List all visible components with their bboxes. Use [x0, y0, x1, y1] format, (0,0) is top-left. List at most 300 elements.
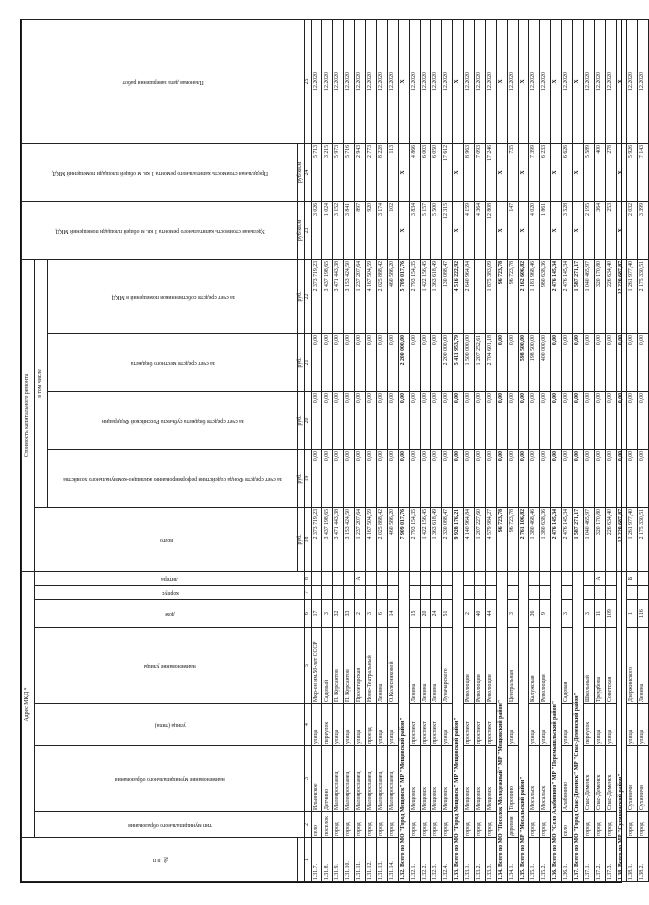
municipality-name-cell: Спас-Деменск — [605, 746, 616, 812]
owners-cost-cell: 2 476 145,34 — [551, 259, 562, 333]
local-cost-cell: 0,00 — [409, 333, 420, 391]
federal-cost-cell: 0,00 — [322, 391, 333, 449]
litera-cell — [409, 571, 420, 585]
street-name-cell: Революции — [540, 628, 551, 704]
row-number-cell: 1.33.3. — [485, 838, 496, 882]
federal-cost-cell: 0,00 — [540, 391, 551, 449]
date-cell: 12.2020 — [431, 19, 442, 143]
municipality-type-cell: город — [474, 812, 485, 838]
street-name-cell: Луначарского — [442, 628, 453, 704]
owners-cost-cell: 2 476 145,34 — [562, 259, 573, 333]
house-cell: 3 — [507, 600, 518, 628]
federal-cost-cell: 0,00 — [605, 391, 616, 449]
max-cost-cell: 2 943 — [355, 143, 366, 201]
municipality-type-cell: город — [366, 812, 377, 838]
street-type-cell: улица — [627, 704, 638, 746]
unit-cell: руб. — [298, 507, 305, 571]
litera-cell — [322, 571, 333, 585]
row-number-cell: 1.31.13. — [376, 838, 387, 882]
municipality-name-cell: Малоярославец — [387, 746, 398, 812]
street-type-cell: переулок — [583, 704, 594, 746]
local-cost-cell: 0,00 — [420, 333, 431, 391]
unit-cell: руб/кв.м — [298, 143, 305, 201]
korpus-cell — [442, 586, 453, 600]
house-cell: 116 — [638, 600, 649, 628]
row-number-cell: 1.38.1. — [627, 838, 638, 882]
house-cell: 20 — [420, 600, 431, 628]
total-cost-cell: 1 207 227,60 — [474, 507, 485, 571]
date-cell: 12.2020 — [540, 19, 551, 143]
federal-cost-cell: 0,00 — [464, 391, 475, 449]
unit-cost-cell: X — [496, 201, 507, 259]
index-cell: 18 — [304, 507, 311, 571]
unit-cost-cell: 12 808 — [485, 201, 496, 259]
date-cell: X — [453, 19, 464, 143]
litera-cell — [366, 571, 377, 585]
unit-cost-cell: 3 026 — [311, 201, 322, 259]
federal-cost-cell: 0,00 — [387, 391, 398, 449]
local-cost-cell: 0,00 — [562, 333, 573, 391]
unit-cost-cell: X — [398, 201, 409, 259]
subtotal-label: 1.35. Всего по МР "Мосальский район" — [518, 571, 529, 881]
street-type-cell: улица — [540, 704, 551, 746]
municipality-name-cell: Мосальск — [540, 746, 551, 812]
municipality-type-cell: город — [344, 812, 355, 838]
max-cost-cell: 6 050 — [431, 143, 442, 201]
street-name-cell: Центральная — [507, 628, 518, 704]
street-name-cell: Ленина — [638, 628, 649, 704]
street-type-cell: проезд — [366, 704, 377, 746]
house-cell: 24 — [431, 600, 442, 628]
table-row — [409, 19, 420, 881]
cost-group-header: Стоимость капитального ремонта — [22, 259, 35, 571]
max-cost-cell: 8 228 — [376, 143, 387, 201]
federal-cost-cell: 0,00 — [562, 391, 573, 449]
street-name-cell: Треудбова — [594, 628, 605, 704]
local-cost-cell: 0,00 — [355, 333, 366, 391]
index-cell: 6 — [304, 600, 311, 628]
index-cell: 5 — [304, 628, 311, 704]
col-owners-header: за счет средств собственников помещений в МКД — [48, 259, 298, 333]
street-name-cell: Садовый — [322, 628, 333, 704]
owners-cost-cell: 980 638,36 — [540, 259, 551, 333]
litera-cell — [485, 571, 496, 585]
korpus-cell — [376, 586, 387, 600]
street-type-cell: переулок — [322, 704, 333, 746]
street-name-cell: Советская — [605, 628, 616, 704]
federal-cost-cell: 0,00 — [572, 391, 583, 449]
date-cell: 12.2020 — [387, 19, 398, 143]
street-name-cell: Мкр-он им.50-лет СССР — [311, 628, 322, 704]
date-cell: 12.2020 — [442, 19, 453, 143]
owners-cost-cell: 1 261 977,40 — [627, 259, 638, 333]
index-cell: 22 — [304, 259, 311, 333]
fund-cost-cell: 0,00 — [627, 449, 638, 507]
owners-cost-cell: 4 167 504,59 — [366, 259, 377, 333]
owners-cost-cell: 1 181 968,46 — [529, 259, 540, 333]
date-cell: 12.2020 — [322, 19, 333, 143]
fund-cost-cell: 0,00 — [453, 449, 464, 507]
subtotal-row — [551, 19, 562, 881]
subtotal-row — [496, 19, 507, 881]
table-row — [366, 19, 377, 881]
unit-cost-cell: 12 315 — [442, 201, 453, 259]
litera-cell — [376, 571, 387, 585]
litera-cell — [529, 571, 540, 585]
fund-cost-cell: 0,00 — [387, 449, 398, 507]
fund-cost-cell: 0,00 — [594, 449, 605, 507]
street-type-cell: проспект — [485, 704, 496, 746]
row-number-cell: 1.32.2. — [420, 838, 431, 882]
date-cell: 12.2020 — [594, 19, 605, 143]
municipality-type-cell: город — [355, 812, 366, 838]
korpus-cell — [638, 586, 649, 600]
unit-cost-cell: 5 157 — [420, 201, 431, 259]
house-cell: 2 — [355, 600, 366, 628]
max-cost-cell: 7 399 — [529, 143, 540, 201]
municipality-type-cell: село — [311, 812, 322, 838]
unit-cell: руб. — [298, 449, 305, 507]
municipality-type-cell: город — [594, 812, 605, 838]
litera-cell — [540, 571, 551, 585]
table-row — [583, 19, 594, 881]
unit-cost-cell: 2 032 — [627, 201, 638, 259]
row-number-cell: 1.31.9. — [333, 838, 344, 882]
total-cost-cell: 1 363 618,49 — [431, 507, 442, 571]
total-cost-cell: 96 723,78 — [507, 507, 518, 571]
total-cost-cell: 1 422 156,45 — [420, 507, 431, 571]
total-cost-cell: 2 025 888,42 — [376, 507, 387, 571]
index-cell: 7 — [304, 586, 311, 600]
municipality-type-cell: поселок — [322, 812, 333, 838]
owners-cost-cell: 2 025 888,42 — [376, 259, 387, 333]
litera-cell — [583, 571, 594, 585]
total-cost-cell: 320 170,80 — [594, 507, 605, 571]
municipality-name-cell: Малоярославец — [344, 746, 355, 812]
col-local-header: за счет средств местного бюджета — [48, 333, 298, 391]
max-cost-cell: X — [551, 143, 562, 201]
date-cell: 12.2020 — [605, 19, 616, 143]
total-cost-cell: 1 040 465,97 — [583, 507, 594, 571]
federal-cost-cell: 0,00 — [474, 391, 485, 449]
date-cell: 12.2020 — [409, 19, 420, 143]
fund-cost-cell: 0,00 — [518, 449, 529, 507]
municipality-name-cell: Малоярославец — [376, 746, 387, 812]
table-header — [22, 19, 312, 881]
unit-cost-cell: 3 834 — [409, 201, 420, 259]
street-type-cell: улица — [594, 704, 605, 746]
street-name-cell: Ленина — [420, 628, 431, 704]
house-cell: 9 — [540, 600, 551, 628]
municipality-type-cell: город — [431, 812, 442, 838]
total-cost-cell: 3 153 424,50 — [344, 507, 355, 571]
unit-cost-cell: 4 364 — [474, 201, 485, 259]
unit-cost-cell: 3 528 — [562, 201, 573, 259]
municipality-type-cell: город — [420, 812, 431, 838]
street-name-cell: Школьный — [583, 628, 594, 704]
subtotal-row — [453, 19, 464, 881]
municipality-name-cell: Мещовск — [409, 746, 420, 812]
max-cost-cell: 6 626 — [562, 143, 573, 201]
subtotal-row — [616, 19, 627, 881]
korpus-cell — [387, 586, 398, 600]
municipality-name-cell: Алабинино — [562, 746, 573, 812]
local-cost-cell: 0,00 — [387, 333, 398, 391]
litera-cell — [464, 571, 475, 585]
max-cost-cell: 735 — [507, 143, 518, 201]
house-cell: 17 — [311, 600, 322, 628]
korpus-cell — [431, 586, 442, 600]
korpus-cell — [355, 586, 366, 600]
row-number-cell: 1.34.1. — [507, 838, 518, 882]
local-cost-cell: 0,00 — [594, 333, 605, 391]
korpus-cell — [562, 586, 573, 600]
fund-cost-cell: 0,00 — [464, 449, 475, 507]
subtotal-row — [518, 19, 529, 881]
street-type-cell: улица — [344, 704, 355, 746]
fund-cost-cell: 0,00 — [344, 449, 355, 507]
litera-cell — [431, 571, 442, 585]
owners-cost-cell: 1 237 207,64 — [355, 259, 366, 333]
owners-cost-cell: 1 363 618,49 — [431, 259, 442, 333]
table-row — [311, 19, 322, 881]
total-cost-cell: 2 175 330,51 — [638, 507, 649, 571]
local-cost-cell: 1 500 000,00 — [464, 333, 475, 391]
street-name-cell: Садовая — [562, 628, 573, 704]
litera-cell — [442, 571, 453, 585]
federal-cost-cell: 0,00 — [485, 391, 496, 449]
date-cell: X — [616, 19, 627, 143]
litera-cell: А — [594, 571, 605, 585]
federal-cost-cell: 0,00 — [518, 391, 529, 449]
local-cost-cell: 0,00 — [507, 333, 518, 391]
owners-cost-cell: 2 373 719,23 — [311, 259, 322, 333]
street-type-cell: улица — [442, 704, 453, 746]
unit-cost-cell: X — [551, 201, 562, 259]
litera-cell: А — [355, 571, 366, 585]
municipality-name-cell: Мещовск — [442, 746, 453, 812]
house-cell: 1 — [627, 600, 638, 628]
fund-cost-cell: 0,00 — [366, 449, 377, 507]
local-cost-cell: 0,00 — [496, 333, 507, 391]
fund-cost-cell: 0,00 — [333, 449, 344, 507]
municipality-type-cell: город — [464, 812, 475, 838]
municipality-name-cell: Мещовск — [420, 746, 431, 812]
date-cell: 12.2020 — [474, 19, 485, 143]
max-cost-cell: 8 963 — [464, 143, 475, 201]
table-row — [344, 19, 355, 881]
total-cost-cell: 1 261 977,40 — [627, 507, 638, 571]
fund-cost-cell: 0,00 — [322, 449, 333, 507]
col-type-header: тип муниципального образования — [35, 812, 305, 838]
date-cell: 12.2020 — [583, 19, 594, 143]
fund-cost-cell: 0,00 — [638, 449, 649, 507]
total-cost-cell: 7 909 017,76 — [398, 507, 409, 571]
total-cost-cell: 96 723,78 — [496, 507, 507, 571]
municipality-name-cell: Малоярославец — [366, 746, 377, 812]
unit-cost-cell: X — [453, 201, 464, 259]
street-type-cell: улица — [562, 704, 573, 746]
unit-cost-cell: X — [518, 201, 529, 259]
municipality-type-cell: деревня — [507, 812, 518, 838]
municipality-name-cell: Сухиничи — [627, 746, 638, 812]
local-cost-cell: 0,00 — [376, 333, 387, 391]
owners-cost-cell: 226 634,40 — [605, 259, 616, 333]
korpus-cell — [409, 586, 420, 600]
index-cell: 1 — [304, 838, 311, 882]
municipality-type-cell: город — [485, 812, 496, 838]
federal-cost-cell: 0,00 — [529, 391, 540, 449]
index-cell: 23 — [304, 201, 311, 259]
local-cost-cell: 5 411 953,79 — [453, 333, 464, 391]
korpus-cell — [485, 586, 496, 600]
street-name-cell: П. Курсантов — [333, 628, 344, 704]
index-cell: 24 — [304, 143, 311, 201]
total-cost-cell: 226 634,40 — [605, 507, 616, 571]
local-cost-cell: 2 704 601,18 — [485, 333, 496, 391]
federal-cost-cell: 0,00 — [616, 391, 627, 449]
house-cell: 32 — [333, 600, 344, 628]
col-muni-header: наименование муниципального образования — [35, 746, 305, 812]
table-row — [387, 19, 398, 881]
fund-cost-cell: 0,00 — [616, 449, 627, 507]
house-cell: 44 — [485, 600, 496, 628]
owners-cost-cell: 1 422 156,45 — [420, 259, 431, 333]
municipality-name-cell: Спас-Деменск — [594, 746, 605, 812]
street-type-cell: проспект — [464, 704, 475, 746]
max-cost-cell: X — [453, 143, 464, 201]
local-cost-cell: 0,00 — [638, 333, 649, 391]
total-cost-cell: 9 928 176,21 — [453, 507, 464, 571]
owners-cost-cell: 96 723,78 — [507, 259, 518, 333]
local-cost-cell: 0,00 — [551, 333, 562, 391]
local-cost-cell: 2 200 000,00 — [398, 333, 409, 391]
street-name-cell: Революции — [464, 628, 475, 704]
address-group-header: Адрес МКД * — [22, 571, 35, 837]
korpus-cell — [344, 586, 355, 600]
index-cell: 8 — [304, 571, 311, 585]
federal-cost-cell: 0,00 — [409, 391, 420, 449]
street-name-cell: Калужская — [529, 628, 540, 704]
subtotal-label: 1.38. Всего по МР "Сухиничский район" — [616, 571, 627, 881]
fund-cost-cell: 0,00 — [529, 449, 540, 507]
max-cost-cell: 400 — [594, 143, 605, 201]
municipality-type-cell: село — [562, 812, 573, 838]
date-cell: 12.2020 — [311, 19, 322, 143]
date-cell: X — [496, 19, 507, 143]
total-cost-cell: 1 237 207,64 — [355, 507, 366, 571]
korpus-cell — [627, 586, 638, 600]
street-name-cell: Ленина — [376, 628, 387, 704]
unit-cost-cell: 3 152 — [333, 201, 344, 259]
korpus-cell — [474, 586, 485, 600]
owners-cost-cell: 3 471 443,38 — [333, 259, 344, 333]
max-cost-cell: 3 215 — [322, 143, 333, 201]
table-row — [420, 19, 431, 881]
table-row — [605, 19, 616, 881]
federal-cost-cell: 0,00 — [344, 391, 355, 449]
total-cost-cell: 12 220 687,87 — [616, 507, 627, 571]
row-number-cell: 1.38.2. — [638, 838, 649, 882]
col-street-name-header: наименование улицы — [35, 628, 305, 704]
max-cost-cell: X — [398, 143, 409, 201]
federal-cost-cell: 0,00 — [311, 391, 322, 449]
local-cost-cell: 0,00 — [627, 333, 638, 391]
total-cost-cell: 4 140 964,84 — [464, 507, 475, 571]
municipality-name-cell: Малоярославец — [333, 746, 344, 812]
litera-cell — [333, 571, 344, 585]
max-cost-cell: 5 713 — [311, 143, 322, 201]
federal-cost-cell: 0,00 — [638, 391, 649, 449]
local-cost-cell: 198 500,00 — [529, 333, 540, 391]
owners-cost-cell: 2 793 154,35 — [409, 259, 420, 333]
unit-cost-cell: 102 — [387, 201, 398, 259]
incl-header: в том числе — [35, 259, 48, 507]
date-cell: 12.2020 — [344, 19, 355, 143]
total-cost-cell: 1 380 638,36 — [540, 507, 551, 571]
municipality-type-cell: город — [638, 812, 649, 838]
row-number-cell: 1.37.2. — [594, 838, 605, 882]
local-cost-cell: 0,00 — [605, 333, 616, 391]
row-number-cell: 1.32.4. — [442, 838, 453, 882]
date-cell: 12.2020 — [464, 19, 475, 143]
korpus-cell — [594, 586, 605, 600]
index-row — [304, 19, 311, 881]
unit-cost-cell: 920 — [366, 201, 377, 259]
col-house-header: дом — [35, 600, 305, 628]
table-row — [474, 19, 485, 881]
unit-cost-cell: 253 — [605, 201, 616, 259]
table-row — [442, 19, 453, 881]
index-cell: 4 — [304, 704, 311, 746]
date-cell: X — [572, 19, 583, 143]
street-type-cell: проспект — [474, 704, 485, 746]
fund-cost-cell: 0,00 — [442, 449, 453, 507]
fund-cost-cell: 0,00 — [311, 449, 322, 507]
date-cell: X — [551, 19, 562, 143]
total-cost-cell: 2 476 145,34 — [562, 507, 573, 571]
unit-cost-cell: 1 861 — [540, 201, 551, 259]
total-cost-cell: 2 761 106,82 — [518, 507, 529, 571]
total-cost-cell: 460 586,20 — [387, 507, 398, 571]
index-cell: 20 — [304, 391, 311, 449]
max-cost-cell: 6 233 — [540, 143, 551, 201]
house-cell: 33 — [344, 600, 355, 628]
table-row — [562, 19, 573, 881]
max-cost-cell: X — [616, 143, 627, 201]
max-cost-cell: 5 716 — [344, 143, 355, 201]
owners-cost-cell: 3 153 424,50 — [344, 259, 355, 333]
federal-cost-cell: 0,00 — [398, 391, 409, 449]
local-cost-cell: 1 207 252,61 — [474, 333, 485, 391]
row-number-cell: 1.36.1. — [562, 838, 573, 882]
unit-cost-cell: X — [616, 201, 627, 259]
row-number-cell: 1.31.12. — [366, 838, 377, 882]
max-cost-cell: 6 003 — [420, 143, 431, 201]
street-name-cell: Ленина — [431, 628, 442, 704]
row-number-cell: 1.31.11. — [355, 838, 366, 882]
street-name-cell: Ленина — [409, 628, 420, 704]
max-cost-cell: 4 866 — [409, 143, 420, 201]
max-cost-cell: 17 612 — [442, 143, 453, 201]
index-cell: 25 — [304, 19, 311, 143]
street-type-cell: улица — [605, 704, 616, 746]
date-cell: 12.2020 — [627, 19, 638, 143]
table-row — [376, 19, 387, 881]
owners-cost-cell: 96 723,78 — [496, 259, 507, 333]
col-date-header: Плановая дата завершения работ — [22, 19, 305, 143]
col-federal-header: за счет средств бюджета субъекта Российской Федерации — [48, 391, 298, 449]
